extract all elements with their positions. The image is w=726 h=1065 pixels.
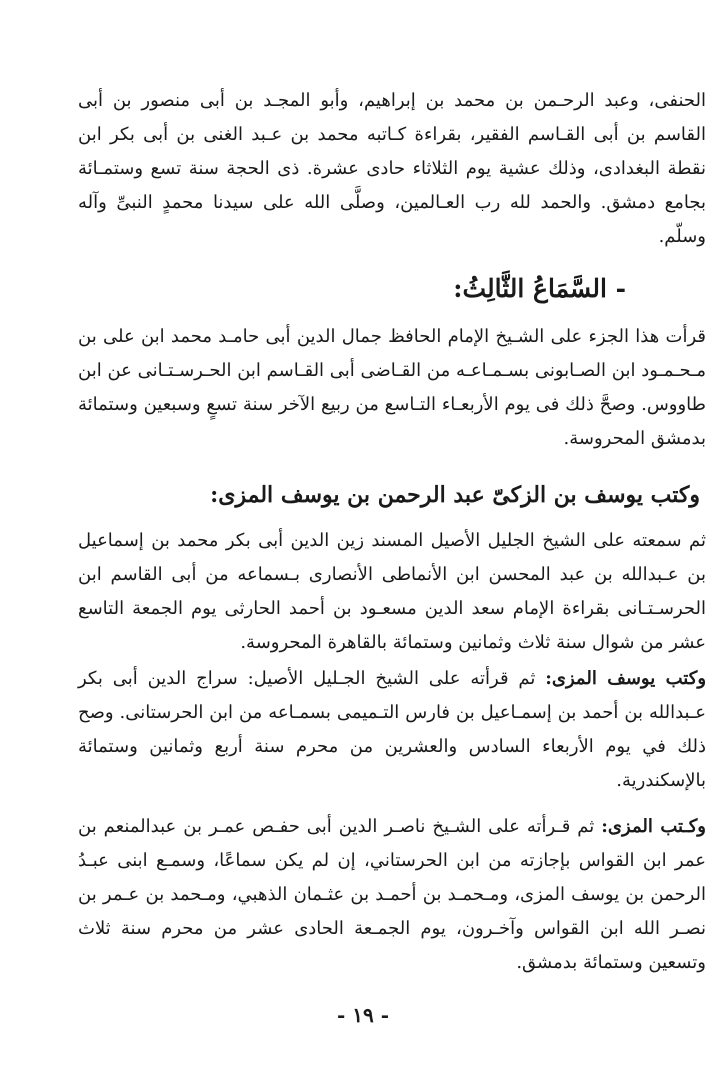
paragraph-body: ثم قرأته على الشيخ الجـليل الأصيل: سراج الدين أبى بكر عـبدالله بن أحمد بن إسمـاعيل بن فارس التـميمى بسمـاعه من ابن الحرستانى. وصح ذلك في يوم الأربعاء السادس والعشرين من محرم سنة أربع وثمانين وستمائة بالإسكندرية. xyxy=(78,668,707,791)
paragraph-mizzi xyxy=(78,810,706,980)
paragraph-lead: وكتب يوسف المزى: xyxy=(545,668,707,689)
paragraph-yusuf-second xyxy=(78,662,706,798)
paragraph-body: ثم قـرأته على الشـيخ ناصـر الدين أبى حفـص عمـر بن عبدالمنعم بن عمر ابن القواس بإجازته من ابن الحرستاني، إن لم يكن سماعًا، وسمـع ابنى عبـدُ الرحمن بن يوسف المزى، ومـحمـد بن أحمـد بن عثـمان الذهبي، ومـحمد بن عـمر بن نصـر الله ابن القواس وآخـرون، يوم الجمـعة الحادى عشر من محرم سنة ثلاث وتسعين وستمائة بدمشق. xyxy=(78,816,706,973)
page-number: - ١٩ - xyxy=(336,1003,389,1027)
paragraph-third-hearing: قرأت هذا الجزء على الشـيخ الإمام الحافظ جمال الدين أبى حامـد محمد ابن على بن مـحـمـود ابن الصـابونى بسـمـاعـه من القـاضى أبى القـاسم ابن الحـرسـتـانى عن ابن طاووس. وصحَّ ذلك فى يوم الأربعـاء التـاسع من ربيع الآخر سنة تسعٍ وسبعين وستمائة بدمشق المحروسة. xyxy=(78,326,706,449)
heading-third-hearing: - السَّمَاعُ الثَّالِثُ: xyxy=(453,274,626,303)
section-title-yusuf: وكتب يوسف بن الزكىّ عبد الرحمن بن يوسف المزى: xyxy=(210,482,700,508)
paragraph-yusuf-hearing: ثم سمعته على الشيخ الجليل الأصيل المسند زين الدين أبى بكر محمد بن إسماعيل بن عـبدالله بن عبد المحسن ابن الأنماطى الأنصارى بـسماعه من أبى القاسم ابن الحرسـتـانى بقراءة الإمام سعد الدين مسعـود بن أحمد الحارثى يوم الجمعة التاسع عشر من شوال سنة ثلاث وثمانين وستمائة بالقاهرة المحروسة. xyxy=(78,530,706,653)
paragraph-lead: وكـتب المزى: xyxy=(601,816,706,837)
paragraph-opening: الحنفى، وعبد الرحـمن بن محمد بن إبراهيم، وأبو المجـد بن أبى منصور بن أبى القاسم بن أبى القـاسم الفقير، بقراءة كـاتبه محمد بن عـبد الغنى بن أبى بكر ابن نقطة البغدادى، وذلك عشية يوم الثلاثاء حادى عشرة. ذى الحجة سنة تسع وستمـائة بجامع دمشق. والحمد لله رب العـالمين، وصلَّى الله على سيدنا محمدٍ النبىِّ وآله وسلّم. xyxy=(78,90,706,247)
